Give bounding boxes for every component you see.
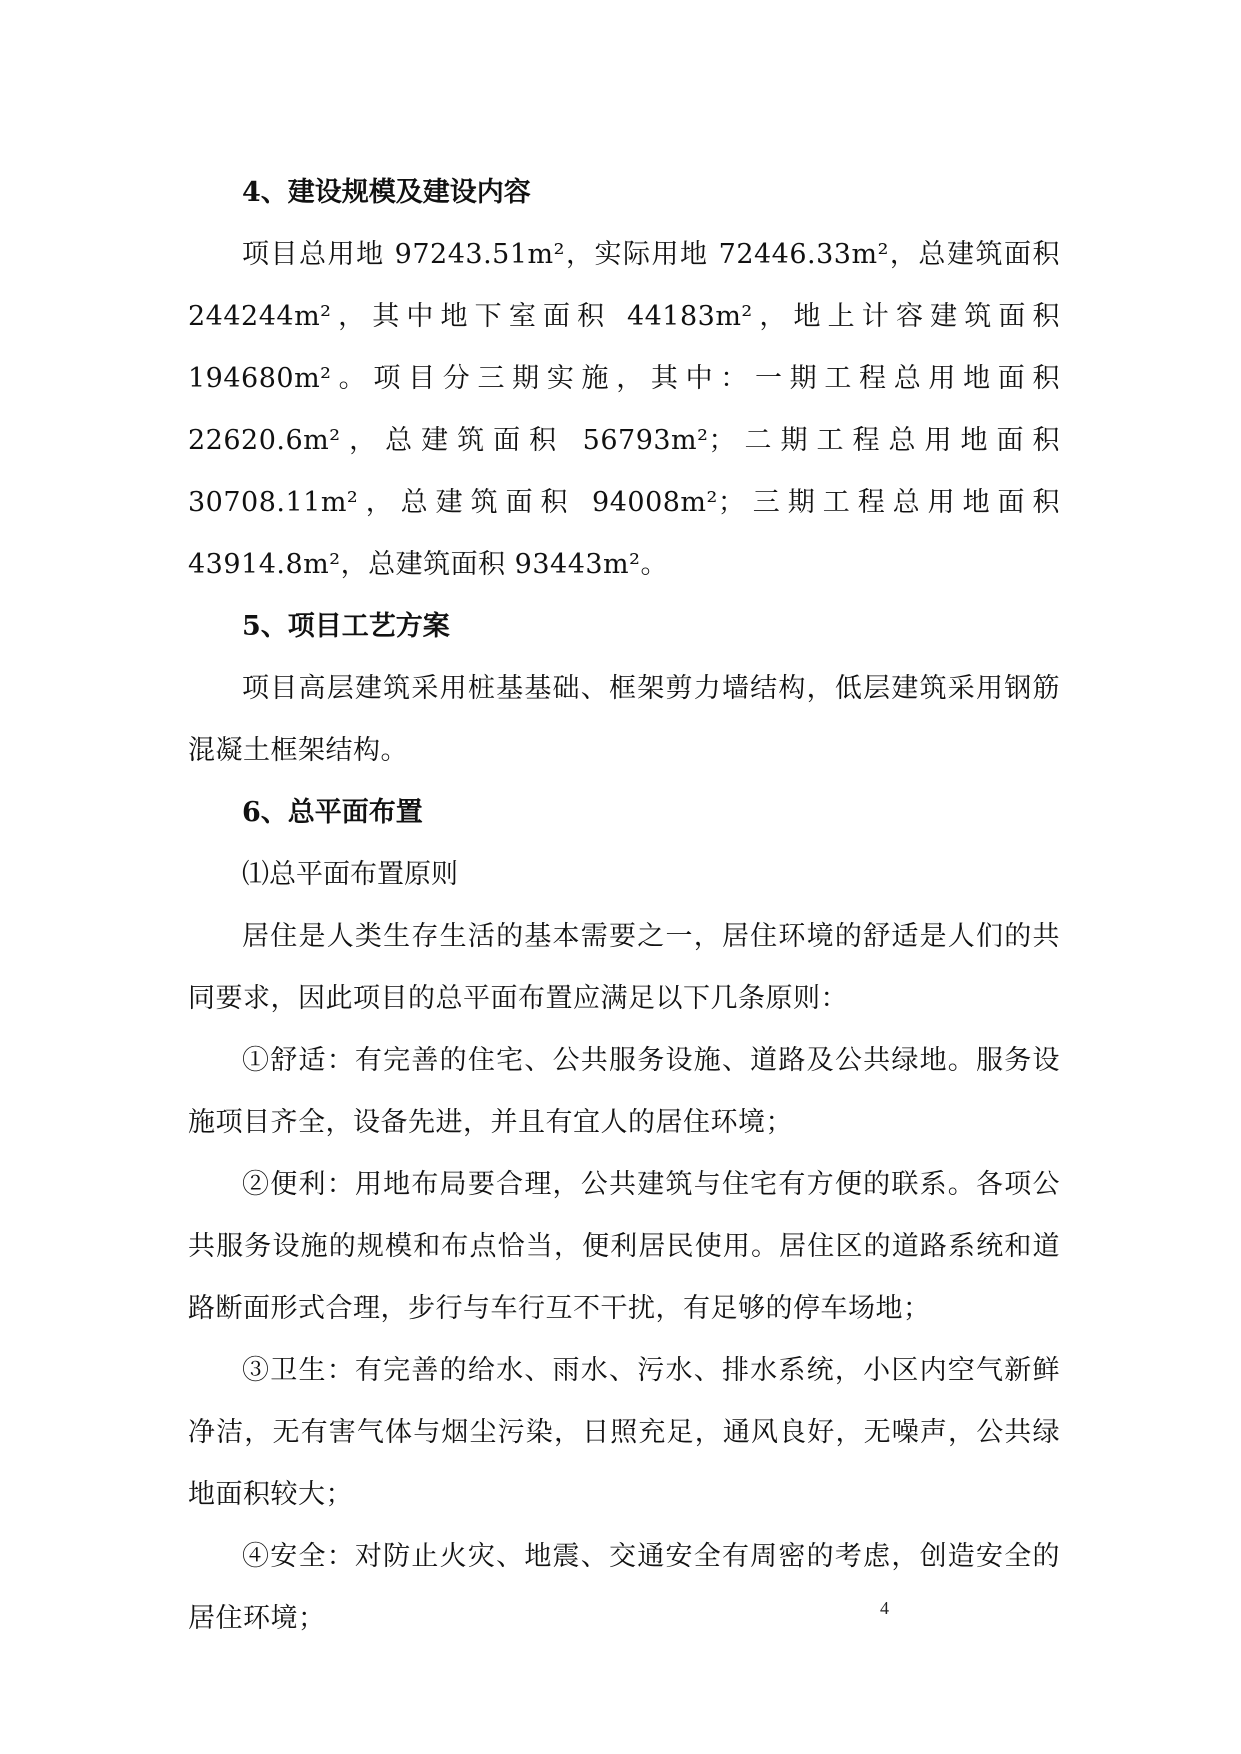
principle-safety: ④安全：对防止火灾、地震、交通安全有周密的考虑，创造安全的居住环境； <box>188 1541 1060 1634</box>
section-body-5: 项目高层建筑采用桩基基础、框架剪力墙结构，低层建筑采用钢筋混凝土框架结构。 <box>188 673 1060 766</box>
page-content <box>188 162 1060 1650</box>
section-heading-6: 6、总平面布置 <box>242 797 423 828</box>
subsection-heading-layout-principles: ⑴总平面布置原则 <box>242 859 458 890</box>
section-intro-6: 居住是人类生存生活的基本需要之一，居住环境的舒适是人们的共同要求，因此项目的总平面布置应满足以下几条原则： <box>188 921 1060 1014</box>
principle-hygiene: ③卫生：有完善的给水、雨水、污水、排水系统，小区内空气新鲜净洁，无有害气体与烟尘污染，日照充足，通风良好，无噪声，公共绿地面积较大； <box>188 1355 1060 1510</box>
page-number: 4 <box>880 1598 889 1618</box>
principle-comfort: ①舒适：有完善的住宅、公共服务设施、道路及公共绿地。服务设施项目齐全，设备先进，并且有宜人的居住环境； <box>188 1045 1060 1138</box>
section-heading-4: 4、建设规模及建设内容 <box>242 177 531 208</box>
section-heading-5: 5、项目工艺方案 <box>242 611 450 642</box>
section-body-4: 项目总用地 97243.51m²，实际用地 72446.33m²，总建筑面积 244244m²，其中地下室面积 44183m²，地上计容建筑面积 194680m²。项目分三期实施，其中：一期工程总用地面积 22620.6m²，总建筑面积 56793m²；二期工程总用地面积 30708.11m²，总建筑面积 94008m²；三期工程总用地面积 43914.8m²，总建筑面积 93443m²。 <box>188 239 1060 580</box>
principle-convenience: ②便利：用地布局要合理，公共建筑与住宅有方便的联系。各项公共服务设施的规模和布点恰当，便利居民使用。居住区的道路系统和道路断面形式合理，步行与车行互不干扰，有足够的停车场地； <box>188 1169 1060 1324</box>
